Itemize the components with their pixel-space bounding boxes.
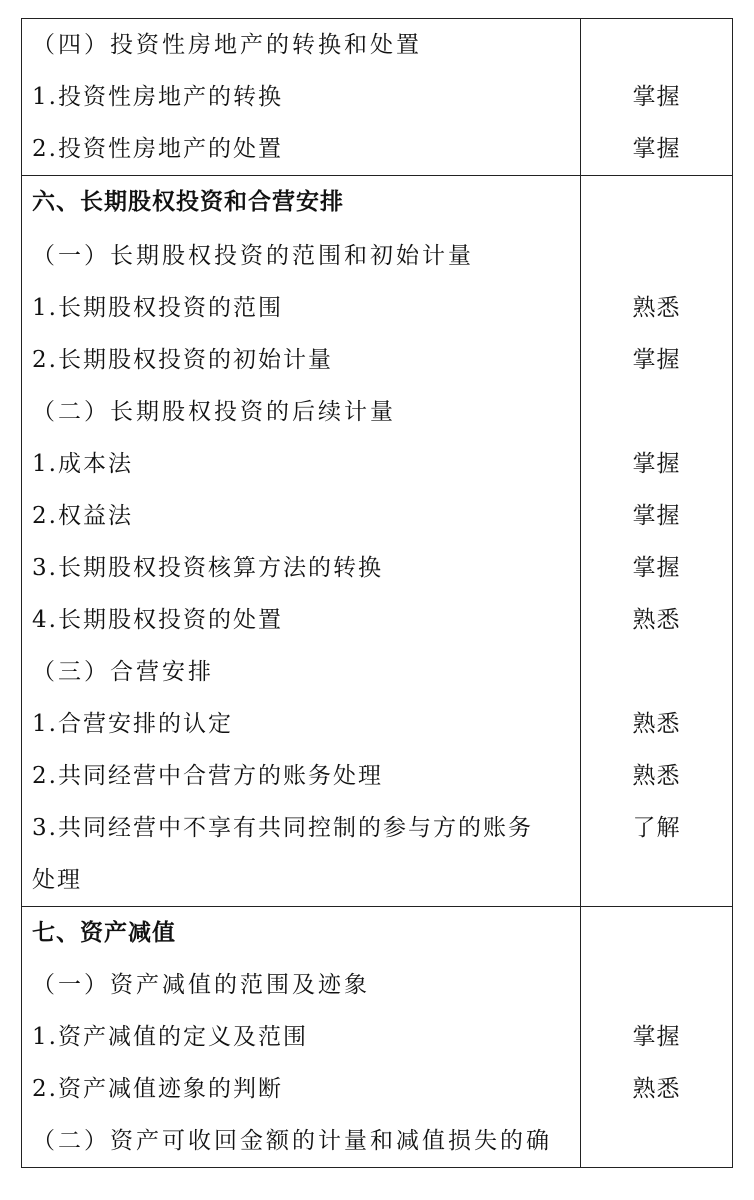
topic-item: 1.成本法 bbox=[32, 451, 133, 477]
syllabus-section-row bbox=[22, 176, 733, 907]
topic-item: 2.资产减值迹象的判断 bbox=[32, 1076, 283, 1102]
requirement-level: 掌握 bbox=[632, 347, 681, 373]
topic-item: 1.长期股权投资的范围 bbox=[32, 295, 283, 321]
requirement-level-cell bbox=[581, 176, 733, 907]
requirement-level bbox=[581, 19, 732, 71]
subsection-title: （二）资产可收回金额的计量和减值损失的确 bbox=[32, 1128, 552, 1154]
requirement-level: 掌握 bbox=[632, 503, 681, 529]
requirement-level: 熟悉 bbox=[632, 711, 681, 737]
topic-item: 2.权益法 bbox=[32, 503, 133, 529]
requirement-level bbox=[581, 854, 732, 906]
requirement-level bbox=[581, 230, 732, 282]
content-cell bbox=[22, 176, 581, 907]
requirement-level: 掌握 bbox=[632, 136, 681, 162]
requirement-level bbox=[581, 959, 732, 1011]
topic-item: 3.共同经营中不享有共同控制的参与方的账务 bbox=[32, 815, 533, 841]
content-cell bbox=[22, 907, 581, 1168]
requirement-level-cell bbox=[581, 19, 733, 176]
topic-item: 2.投资性房地产的处置 bbox=[32, 136, 283, 162]
subsection-title: （三）合营安排 bbox=[32, 659, 214, 685]
requirement-level bbox=[581, 386, 732, 438]
topic-item: 2.共同经营中合营方的账务处理 bbox=[32, 763, 383, 789]
requirement-level: 熟悉 bbox=[632, 1076, 681, 1102]
chapter-heading: 七、资产减值 bbox=[32, 920, 176, 946]
syllabus-section-row bbox=[22, 907, 733, 1168]
subsection-title: （二）长期股权投资的后续计量 bbox=[32, 399, 396, 425]
topic-item: 4.长期股权投资的处置 bbox=[32, 607, 283, 633]
topic-item: 2.长期股权投资的初始计量 bbox=[32, 347, 333, 373]
subsection-title: （四）投资性房地产的转换和处置 bbox=[32, 32, 422, 58]
requirement-level: 熟悉 bbox=[632, 607, 681, 633]
content-cell bbox=[22, 19, 581, 176]
topic-item: 1.合营安排的认定 bbox=[32, 711, 233, 737]
requirement-level bbox=[581, 176, 732, 230]
subsection-title: （一）资产减值的范围及迹象 bbox=[32, 972, 370, 998]
requirement-level: 掌握 bbox=[632, 84, 681, 110]
requirement-level: 了解 bbox=[632, 815, 681, 841]
requirement-level bbox=[581, 907, 732, 959]
subsection-title: （一）长期股权投资的范围和初始计量 bbox=[32, 243, 474, 269]
topic-item-continuation: 处理 bbox=[32, 867, 82, 893]
requirement-level: 掌握 bbox=[632, 451, 681, 477]
topic-item: 3.长期股权投资核算方法的转换 bbox=[32, 555, 383, 581]
topic-item: 1.投资性房地产的转换 bbox=[32, 84, 283, 110]
requirement-level-cell bbox=[581, 907, 733, 1168]
requirement-level bbox=[581, 646, 732, 698]
syllabus-section-row bbox=[22, 19, 733, 176]
requirement-level: 熟悉 bbox=[632, 763, 681, 789]
requirement-level: 掌握 bbox=[632, 1024, 681, 1050]
syllabus-body bbox=[22, 19, 733, 1168]
chapter-heading: 六、长期股权投资和合营安排 bbox=[32, 189, 344, 215]
requirement-level: 掌握 bbox=[632, 555, 681, 581]
requirement-level: 熟悉 bbox=[632, 295, 681, 321]
requirement-level bbox=[581, 1115, 732, 1167]
syllabus-table bbox=[21, 18, 733, 1168]
topic-item: 1.资产减值的定义及范围 bbox=[32, 1024, 308, 1050]
